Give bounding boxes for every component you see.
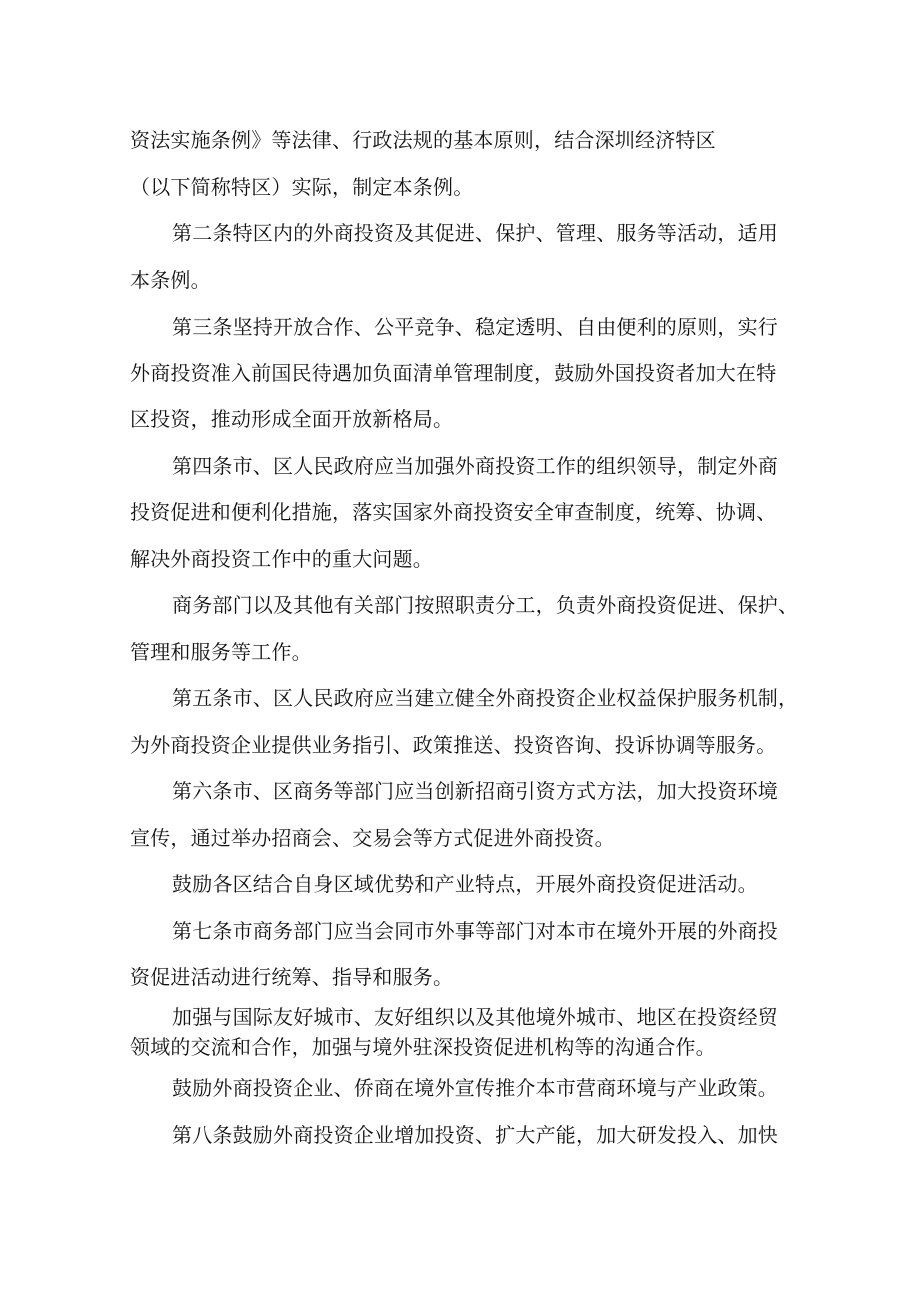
text-line: 第七条市商务部门应当会同市外事等部门对本市在境外开展的外商投 <box>172 919 778 943</box>
text-line: 第二条特区内的外商投资及其促进、保护、管理、服务等活动，适用 <box>172 221 778 245</box>
text-line: 加强与国际友好城市、友好组织以及其他境外城市、地区在投资经贸 <box>172 1005 778 1029</box>
text-line: 区投资，推动形成全面开放新格局。 <box>130 407 454 431</box>
text-line: 鼓励外商投资企业、侨商在境外宣传推介本市营商环境与产业政策。 <box>172 1076 778 1100</box>
text-line: 领域的交流和合作，加强与境外驻深投资促进机构等的沟通合作。 <box>130 1035 716 1059</box>
text-line: 管理和服务等工作。 <box>130 640 312 664</box>
text-line: 第六条市、区商务等部门应当创新招商引资方式方法，加大投资环境 <box>172 779 778 803</box>
text-line: 宣传，通过举办招商会、交易会等方式促进外商投资。 <box>130 826 615 850</box>
text-line: 第五条市、区人民政府应当建立健全外商投资企业权益保护服务机制， <box>172 686 799 710</box>
text-line: 为外商投资企业提供业务指引、政策推送、投资咨询、投诉协调等服务。 <box>130 733 777 757</box>
text-line: 本条例。 <box>130 268 211 292</box>
text-line: 解决外商投资工作中的重大问题。 <box>130 547 433 571</box>
text-line: 资促进活动进行统筹、指导和服务。 <box>130 965 454 989</box>
text-line: （以下简称特区）实际，制定本条例。 <box>130 175 474 199</box>
text-line: 第八条鼓励外商投资企业增加投资、扩大产能，加大研发投入、加快 <box>172 1123 778 1147</box>
text-line: 资法实施条例》等法律、行政法规的基本原则，结合深圳经济特区 <box>130 128 716 152</box>
text-line: 第三条坚持开放合作、公平竞争、稳定透明、自由便利的原则，实行 <box>172 315 778 339</box>
text-line: 外商投资准入前国民待遇加负面清单管理制度，鼓励外国投资者加大在特 <box>130 361 777 385</box>
text-line: 第四条市、区人民政府应当加强外商投资工作的组织领导，制定外商 <box>172 454 778 478</box>
text-line: 投资促进和便利化措施，落实国家外商投资安全审查制度，统筹、协调、 <box>130 500 777 524</box>
text-line: 鼓励各区结合自身区域优势和产业特点，开展外商投资促进活动。 <box>172 872 758 896</box>
text-line: 商务部门以及其他有关部门按照职责分工，负责外商投资促进、保护、 <box>172 593 799 617</box>
